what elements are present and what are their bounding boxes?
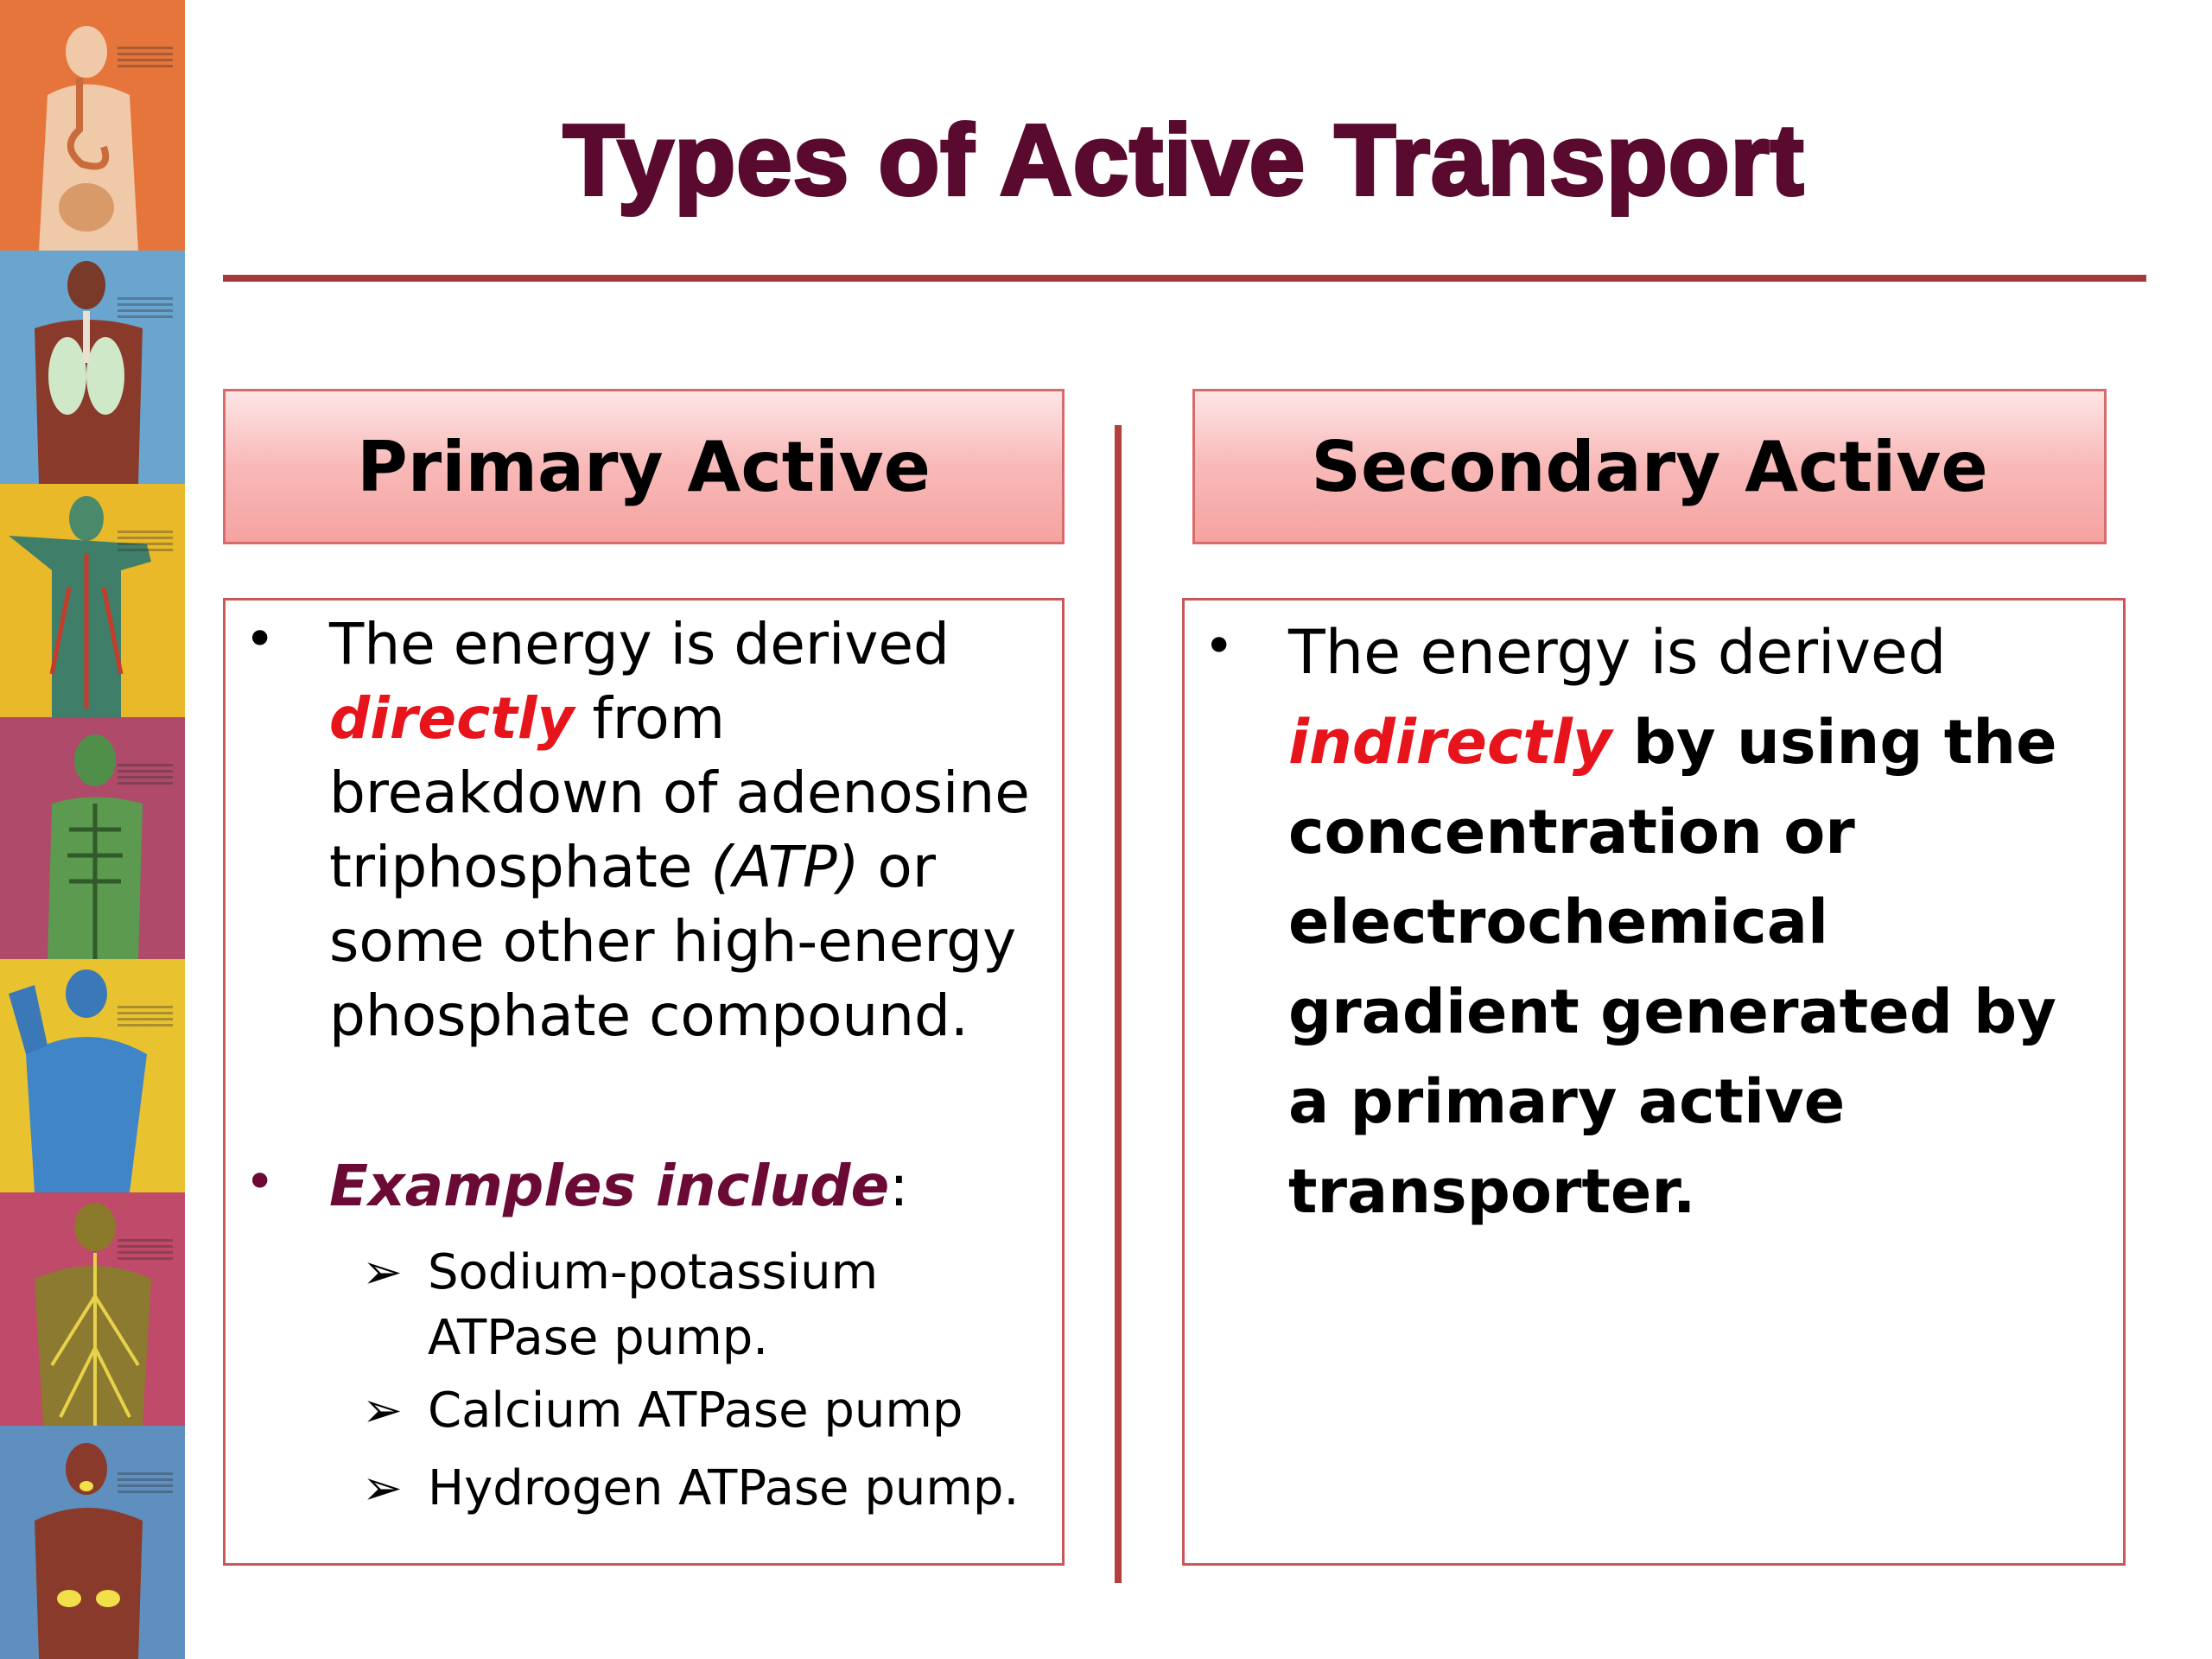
circulatory-system-panel: [0, 484, 185, 717]
skeletal-system-panel: [0, 717, 185, 959]
example-item-text: Hydrogen ATPase pump.: [428, 1460, 1020, 1516]
secondary-description: [1288, 607, 2101, 1236]
secondary-desc-text-2: by using the concentration or electrochemical gradient generated by a primary active transporter.: [1288, 707, 2057, 1227]
muscular-system-panel: [0, 959, 185, 1192]
example-line: Sodium-potassium: [428, 1244, 879, 1300]
secondary-desc-text-1: The energy is derived: [1288, 617, 1947, 688]
bullet-marker: •: [245, 609, 276, 670]
respiratory-system-panel: [0, 251, 185, 484]
secondary-active-content: [1182, 598, 2126, 1566]
examples-label: Examples include: [329, 1153, 890, 1219]
slide-title: Types of Active Transport: [563, 104, 1805, 216]
bullet-marker: •: [1204, 616, 1235, 677]
primary-desc-text-1: The energy is derived: [329, 611, 950, 677]
digestive-system-panel: [0, 0, 185, 251]
arrow-bullet-icon: ➢: [362, 1460, 403, 1516]
primary-desc-emphasis: directly: [329, 685, 575, 752]
body-systems-strip: [0, 0, 185, 1659]
primary-active-header: [223, 389, 1065, 544]
primary-desc-text-2: from breakdown of adenosine triphosphate: [329, 685, 1030, 900]
column-divider: [1115, 425, 1122, 1583]
primary-desc-text-3: or some other high-energy phosphate compound.: [329, 834, 1017, 1049]
secondary-active-header-label: Secondary Active: [1311, 426, 1988, 507]
example-item-text: [428, 1240, 1033, 1371]
examples-heading: [329, 1149, 908, 1224]
secondary-desc-emphasis: indirectly: [1288, 707, 1612, 778]
arrow-bullet-icon: ➢: [362, 1382, 403, 1439]
bullet-marker: •: [245, 1152, 276, 1212]
primary-description: [329, 607, 1046, 1053]
endocrine-system-panel: [0, 1426, 185, 1659]
secondary-active-header: [1192, 389, 2107, 544]
primary-active-content: [223, 598, 1065, 1566]
primary-desc-atp: (ATP): [710, 834, 860, 900]
primary-active-header-label: Primary Active: [357, 426, 931, 507]
arrow-bullet-icon: ➢: [362, 1244, 403, 1300]
example-line: ATPase pump.: [428, 1310, 769, 1366]
nervous-system-panel: [0, 1192, 185, 1426]
examples-colon: :: [889, 1153, 909, 1219]
example-item-text: Calcium ATPase pump: [428, 1382, 963, 1439]
title-underline: [223, 275, 2146, 282]
